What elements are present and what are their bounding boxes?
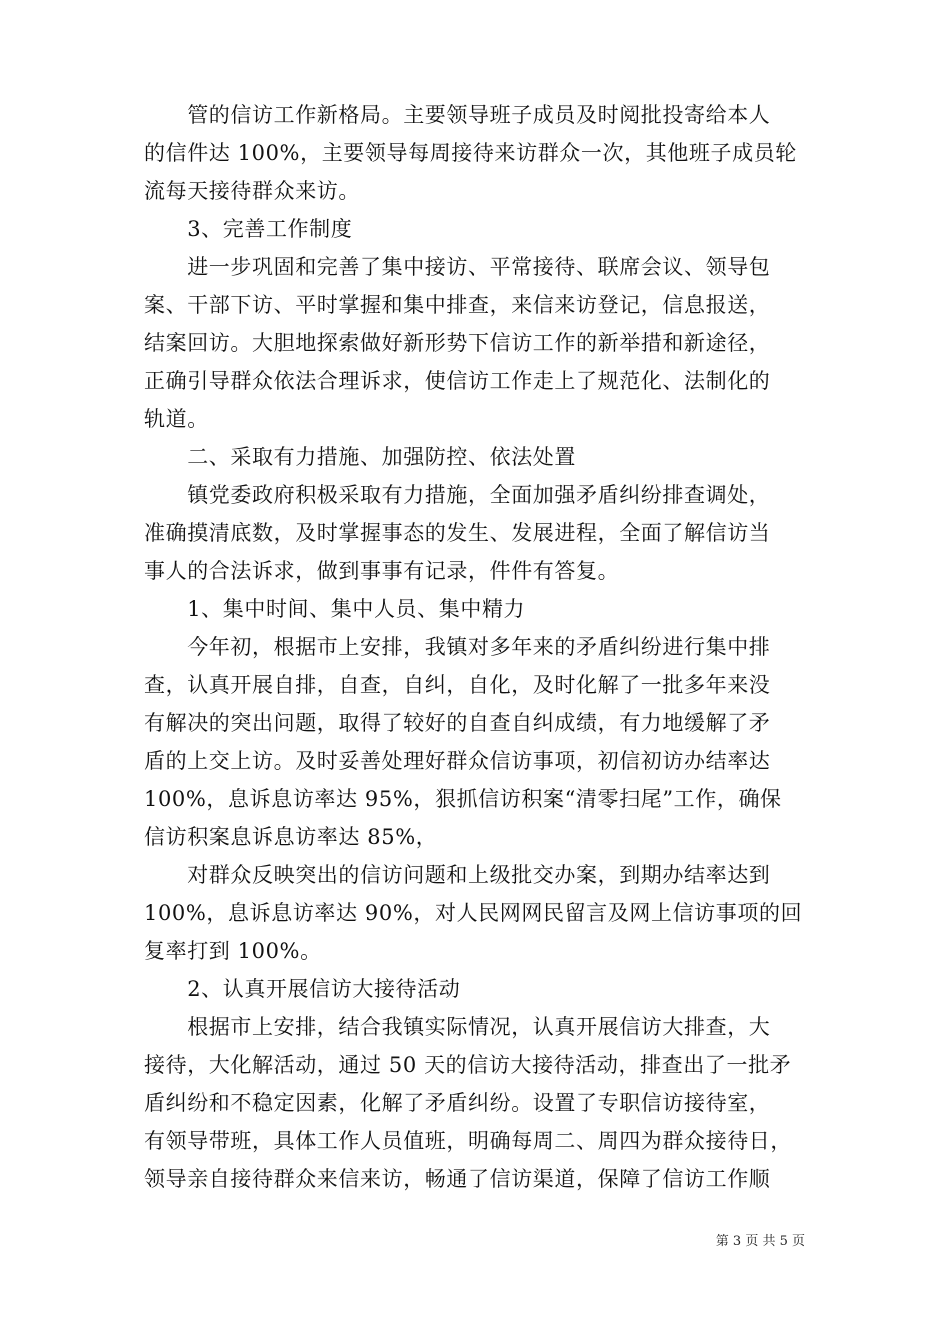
text-line: 有解决的突出问题，取得了较好的自查自纠成绩，有力地缓解了矛 [144, 711, 771, 735]
text-line: 复率打到 100%。 [144, 939, 322, 963]
section-heading: 3、完善工作制度 [144, 217, 353, 241]
text-line: 有领导带班，具体工作人员值班，明确每周二、周四为群众接待日， [144, 1129, 792, 1153]
text-line: 100%，息诉息访率达 95%，狠抓信访积案“清零扫尾”工作，确保 [144, 787, 782, 811]
text-line: 盾纠纷和不稳定因素，化解了矛盾纠纷。设置了专职信访接待室， [144, 1091, 771, 1115]
text-line: 根据市上安排，结合我镇实际情况，认真开展信访大排查，大 [144, 1015, 771, 1039]
section-heading: 二、采取有力措施、加强防控、依法处置 [144, 445, 576, 469]
text-line: 流每天接待群众来访。 [144, 179, 360, 203]
text-line: 100%，息诉息访率达 90%，对人民网网民留言及网上信访事项的回 [144, 901, 803, 925]
text-line: 准确摸清底数，及时掌握事态的发生、发展进程，全面了解信访当 [144, 521, 771, 545]
text-line: 对群众反映突出的信访问题和上级批交办案，到期办结率达到 [144, 863, 771, 887]
text-line: 结案回访。大胆地探索做好新形势下信访工作的新举措和新途径， [144, 331, 771, 355]
text-line: 事人的合法诉求，做到事事有记录，件件有答复。 [144, 559, 620, 583]
text-line: 管的信访工作新格局。主要领导班子成员及时阅批投寄给本人 [144, 103, 771, 127]
text-line: 进一步巩固和完善了集中接访、平常接待、联席会议、领导包 [144, 255, 771, 279]
section-heading: 1、集中时间、集中人员、集中精力 [144, 597, 526, 621]
text-line: 的信件达 100%，主要领导每周接待来访群众一次，其他班子成员轮 [144, 141, 797, 165]
text-line: 盾的上交上访。及时妥善处理好群众信访事项，初信初访办结率达 [144, 749, 771, 773]
text-line: 信访积案息诉息访率达 85%， [144, 825, 438, 849]
text-line: 接待，大化解活动，通过 50 天的信访大接待活动，排查出了一批矛 [144, 1053, 792, 1077]
text-line: 正确引导群众依法合理诉求，使信访工作走上了规范化、法制化的 [144, 369, 771, 393]
page-number: 第 3 页 共 5 页 [715, 1234, 805, 1249]
text-line: 轨道。 [144, 407, 209, 431]
text-line: 案、干部下访、平时掌握和集中排查，来信来访登记，信息报送， [144, 293, 771, 317]
text-line: 镇党委政府积极采取有力措施，全面加强矛盾纠纷排查调处， [144, 483, 771, 507]
text-line: 领导亲自接待群众来信来访，畅通了信访渠道，保障了信访工作顺 [144, 1167, 771, 1191]
body-text [144, 96, 814, 1198]
section-heading: 2、认真开展信访大接待活动 [144, 977, 461, 1001]
text-line: 今年初，根据市上安排，我镇对多年来的矛盾纠纷进行集中排 [144, 635, 771, 659]
text-line: 查，认真开展自排，自查，自纠，自化，及时化解了一批多年来没 [144, 673, 771, 697]
